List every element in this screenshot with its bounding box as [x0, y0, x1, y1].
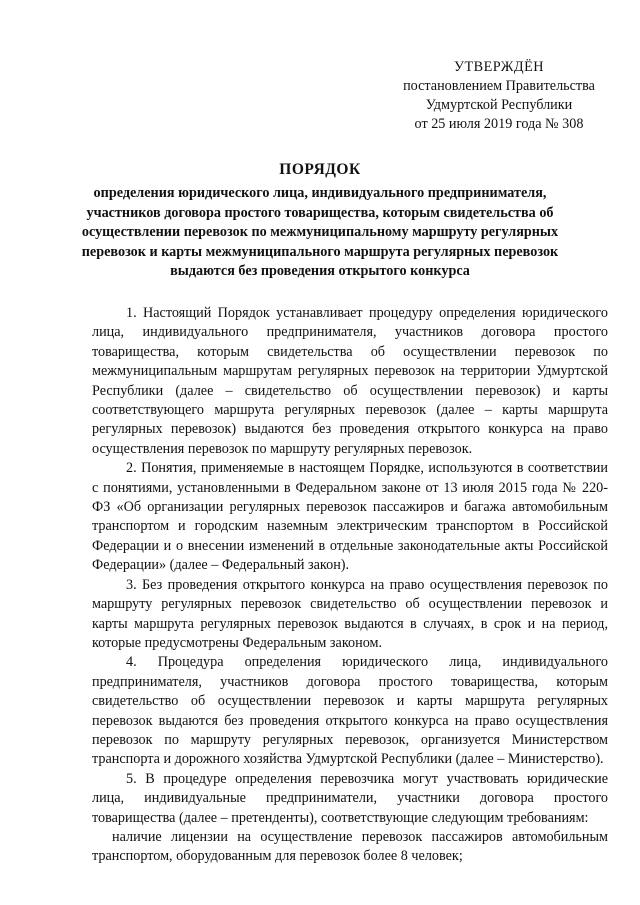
approval-heading: УТВЕРЖДЁН: [453, 59, 545, 75]
requirement-item: наличие лицензии на осуществление перевозок пассажиров автомобильным транспортом, оборудованным для перевозок более 8 человек;: [92, 828, 608, 865]
paragraph-1: 1. Настоящий Порядок устанавливает процедуру определения юридического лица, индивидуального предпринимателя, участников договора простого товарищества, которым свидетельства об осуществлении перевозок по межмуниципальным маршрутам регулярных перевозок на территории Удмуртской Республики (далее – свидетельство об осуществлении перевозок) и карты соответствующего маршрута регулярных перевозок (далее – карты маршрута регулярных перевозок) выдаются без проведения открытого конкурса на право осуществления перевозок по маршруту регулярных перевозок.: [92, 305, 608, 457]
approval-stamp: [388, 58, 610, 134]
paragraph-4: 4. Процедура определения юридического лица, индивидуального предпринимателя, участников договора простого товарищества, которым свидетельство об осуществлении перевозок и карты маршрута регулярных перевозок выдаются без проведения открытого конкурса на право осуществления перевозок по маршруту регулярных перевозок, организуется Министерством транспорта и дорожного хозяйства Удмуртской Республики (далее – Министерство).: [92, 654, 608, 768]
document-subtitle: определения юридического лица, индивидуального предпринимателя, участников договора простого товарищества, которым свидетельства об осуществлении перевозок по межмуниципальному маршруту регулярных перевозок и карты межмуниципального маршрута регулярных перевозок выдаются без проведения открытого конкурса: [81, 185, 559, 280]
document-body: [92, 304, 608, 867]
document-title-block: [78, 160, 562, 282]
approval-line-3: от 25 июля 2019 года № 308: [414, 116, 584, 132]
paragraph-5: 5. В процедуре определения перевозчика могут участвовать юридические лица, индивидуальные предприниматели, участники договора простого товарищества (далее – претенденты), соответствующие следующим требованиям:: [92, 770, 608, 826]
paragraph-2: 2. Понятия, применяемые в настоящем Порядке, используются в соответствии с понятиями, установленными в Федеральном законе от 13 июля 2015 года № 220-ФЗ «Об организации регулярных перевозок пассажиров и багажа автомобильным транспортом и городским наземным электрическим транспортом в Российской Федерации и о внесении изменений в отдельные законодательные акты Российской Федерации» (далее – Федеральный закон).: [92, 460, 608, 574]
paragraph-3: 3. Без проведения открытого конкурса на право осуществления перевозок по маршруту регулярных перевозок свидетельство об осуществлении перевозок и карты маршрута регулярных перевозок выдаются в случаях, в срок и на период, которые предусмотрены Федеральным законом.: [92, 576, 608, 651]
approval-line-1: постановлением Правительства: [403, 78, 595, 94]
approval-line-2: Удмуртской Республики: [425, 97, 573, 113]
document-title: ПОРЯДОК: [279, 161, 361, 178]
